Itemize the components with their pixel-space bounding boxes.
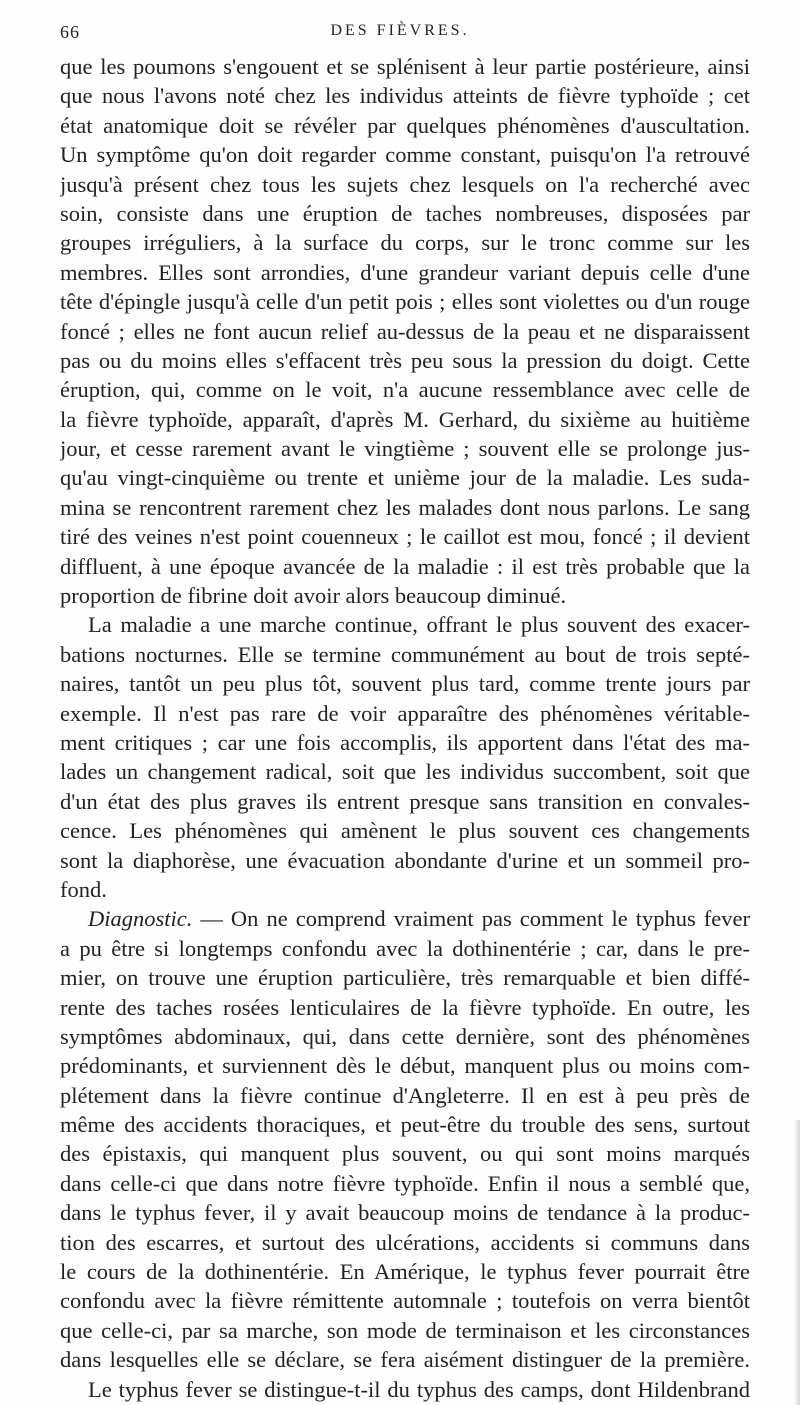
line-text: tête d'épingle jusqu'à celle d'un petit pois ; elles sont violettes ou d'un rouge [60,289,750,315]
text-line [60,1257,750,1286]
line-text: bations nocturnes. Elle se termine communément au bout de trois septé- [60,641,750,667]
text-line [60,1198,750,1227]
text-line [60,1286,750,1315]
text-line [60,1345,750,1374]
text-line [60,1081,750,1110]
line-text: cence. Les phénomènes qui amènent le plus souvent ces changements [60,818,750,844]
text-line [60,346,750,375]
text-line [60,493,750,522]
text-line [60,581,750,610]
text-line [60,1375,750,1404]
line-text: éruption, qui, comme on le voit, n'a aucune ressemblance avec celle de [60,377,750,403]
text-line [60,963,750,992]
page-number: 66 [60,22,80,42]
text-line [60,934,750,963]
section-heading: Diagnostic. [88,906,193,932]
line-text: proportion de fibrine doit avoir alors beaucoup diminué. [60,583,567,609]
text-line [60,669,750,698]
line-text: le cours de la dothinentérie. En Amérique, le typhus fever pourrait être [60,1259,750,1285]
line-text: soin, consiste dans une éruption de taches nombreuses, disposées par [60,200,750,226]
text-line [60,699,750,728]
text-line [60,199,750,228]
line-text: des épistaxis, qui manquent plus souvent, ou qui sont moins marqués [60,1141,750,1167]
line-text: jusqu'à présent chez tous les sujets chez lesquels on l'a recherché avec [60,171,750,197]
line-text: a pu être si longtemps confondu avec la dothinentérie ; car, dans le pre- [60,935,750,961]
line-text: prédominants, et surviennent dès le début, manquent plus ou moins com- [60,1053,750,1079]
line-text: groupes irréguliers, à la surface du corps, sur le tronc comme sur les [60,230,750,256]
line-text: exemple. Il n'est pas rare de voir apparaître des phénomènes véritable- [60,700,750,726]
text-line [60,317,750,346]
text-line [60,287,750,316]
text-line [60,463,750,492]
text-line [60,757,750,786]
text-line [60,258,750,287]
text-line [60,111,750,140]
line-text: rente des taches rosées lenticulaires de la fièvre typhoïde. En outre, les [60,994,750,1020]
text-line [60,552,750,581]
text-line [60,1110,750,1139]
text-line [60,1051,750,1080]
line-text: La maladie a une marche continue, offrant le plus souvent des exacer- [88,612,750,638]
line-text: que celle-ci, par sa marche, son mode de terminaison et les circonstances [60,1317,750,1343]
text-line [60,610,750,639]
text-line [60,81,750,110]
line-text: fond. [60,876,107,902]
text-line [60,728,750,757]
text-line [60,375,750,404]
line-text: dans lesquelles elle se déclare, se fera aisément distinguer de la première. [60,1347,750,1373]
text-line [60,52,750,81]
line-text: plétement dans la fièvre continue d'Angleterre. Il en est à peu près de [60,1082,750,1108]
line-text: mina se rencontrent rarement chez les malades dont nous parlons. Le sang [60,494,750,520]
line-text: dans le typhus fever, il y avait beaucoup moins de tendance à la produc- [60,1200,750,1226]
text-line [60,140,750,169]
text-line [60,1139,750,1168]
line-text: Un symptôme qu'on doit regarder comme constant, puisqu'on l'a retrouvé [60,142,750,168]
text-line [60,993,750,1022]
line-text: pas ou du moins elles s'effacent très peu sous la pression du doigt. Cette [60,347,750,373]
line-text: que nous l'avons noté chez les individus atteints de fièvre typhoïde ; cet [60,83,750,109]
text-line [60,1316,750,1345]
body-text [60,52,750,1404]
line-text: naires, tantôt un peu plus tôt, souvent plus tard, comme trente jours par [60,671,750,697]
text-line [60,1169,750,1198]
line-text: qu'au vingt-cinquième ou trente et unième jour de la maladie. Les suda- [60,465,750,491]
line-text: même des accidents thoraciques, et peut-être du trouble des sens, surtout [60,1112,750,1138]
line-text: — On ne comprend vraiment pas comment le typhus fever [192,906,750,932]
running-head [60,14,740,48]
line-text: d'un état des plus graves ils entrent presque sans transition en convales- [60,788,750,814]
line-text: confondu avec la fièvre rémittente automnale ; toutefois on verra bientôt [60,1288,750,1314]
line-text: jour, et cesse rarement avant le vingtième ; souvent elle se prolonge jus- [60,436,750,462]
text-line [60,787,750,816]
running-title: DES FIÈVRES. [330,22,470,39]
line-text: que les poumons s'engouent et se splénisent à leur partie postérieure, ainsi [60,54,750,79]
text-line [60,640,750,669]
line-text: mier, on trouve une éruption particulière, très remarquable et bien diffé- [60,965,750,991]
text-line [60,875,750,904]
text-line [60,522,750,551]
line-text: la fièvre typhoïde, apparaît, d'après M. Gerhard, du sixième au huitième [60,406,750,432]
text-line [60,228,750,257]
text-line [60,816,750,845]
text-line [60,434,750,463]
text-line [60,170,750,199]
text-line [60,846,750,875]
text-line [60,904,750,933]
line-text: Le typhus fever se distingue-t-il du typhus des camps, dont Hildenbrand [88,1376,750,1402]
text-line [60,1228,750,1257]
line-text: dans celle-ci que dans notre fièvre typhoïde. Enfin il nous a semblé que, [60,1170,750,1196]
line-text: ment critiques ; car une fois accomplis, ils apportent dans l'état des ma- [60,729,750,755]
line-text: foncé ; elles ne font aucun relief au-dessus de la peau et ne disparaissent [60,318,750,344]
text-line [60,1022,750,1051]
text-line [60,405,750,434]
line-text: sont la diaphorèse, une évacuation abondante d'urine et un sommeil pro- [60,847,750,873]
line-text: symptômes abdominaux, qui, dans cette dernière, sont des phénomènes [60,1023,750,1049]
line-text: tion des escarres, et surtout des ulcérations, accidents si communs dans [60,1229,750,1255]
line-text: état anatomique doit se révéler par quelques phénomènes d'auscultation. [60,112,750,138]
line-text: lades un changement radical, soit que les individus succombent, soit que [60,759,750,785]
page-edge-shadow [794,1120,800,1405]
line-text: membres. Elles sont arrondies, d'une grandeur variant depuis celle d'une [60,259,750,285]
line-text: tiré des veines n'est point couenneux ; le caillot est mou, foncé ; il devient [60,524,750,550]
line-text: diffluent, à une époque avancée de la maladie : il est très probable que la [60,553,750,579]
